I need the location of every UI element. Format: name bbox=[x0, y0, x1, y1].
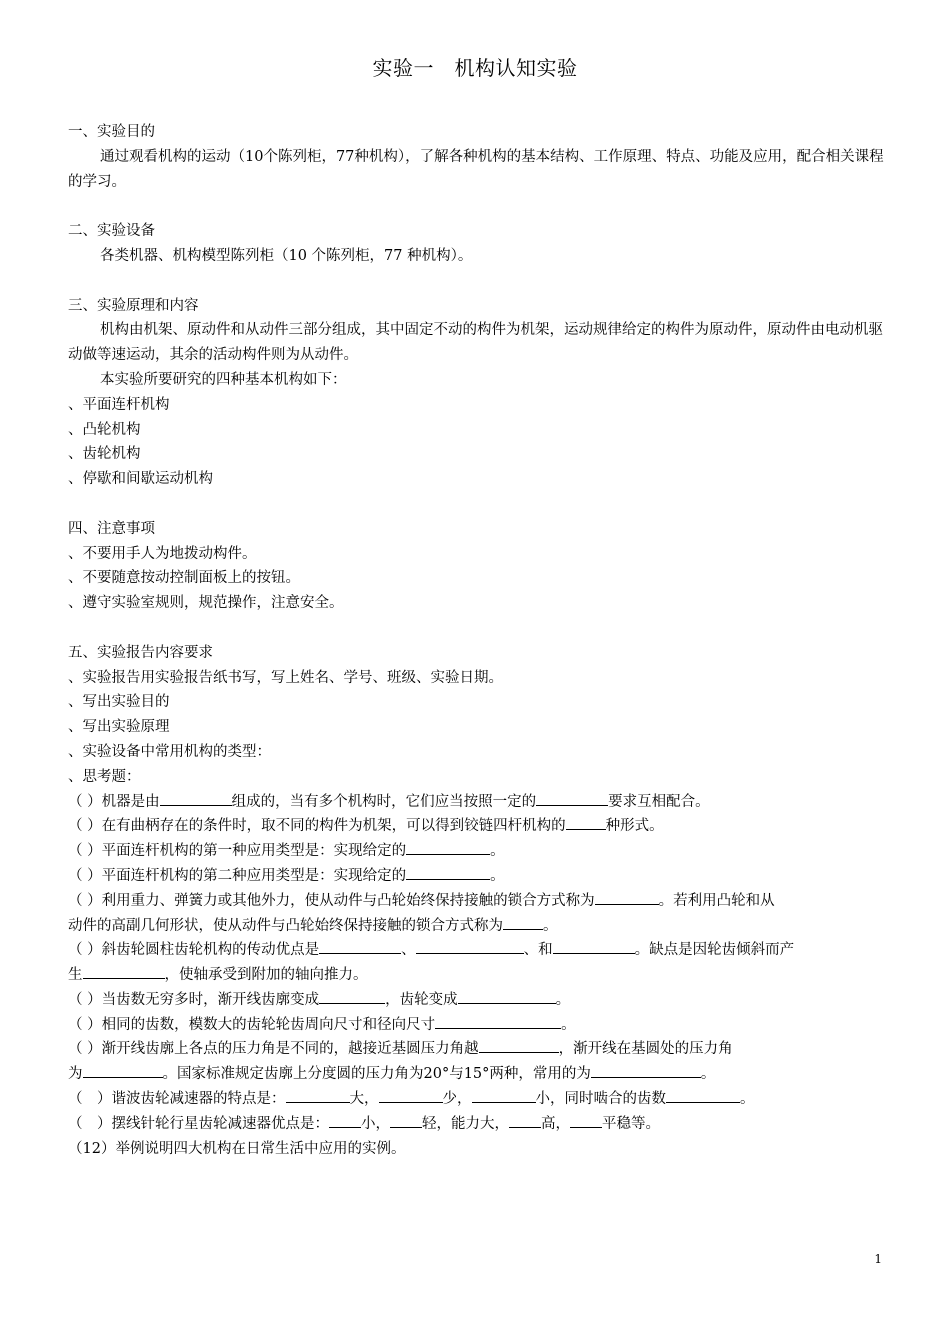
question-12: （12）举例说明四大机构在日常生活中应用的实例。 bbox=[68, 1140, 406, 1157]
question-6: （ ）斜齿轮圆柱齿轮机构的传动优点是 、 、和 。缺点是因轮齿倾斜而产 bbox=[68, 938, 888, 963]
question-5: （ ）利用重力、弹簧力或其他外力，使从动件与凸轮始终保持接触的锁合方式称为 。若利用凸轮和从 bbox=[68, 889, 888, 914]
section-heading-purpose: 一、实验目的 bbox=[68, 124, 155, 140]
page-number: 1 bbox=[874, 1252, 882, 1266]
question-5-cont: 动件的高副几何形状，使从动件与凸轮始终保持接触的锁合方式称为 。 bbox=[68, 914, 888, 939]
list-item: 、写出实验目的 bbox=[68, 694, 170, 711]
fill-blank[interactable] bbox=[319, 989, 385, 1004]
fill-blank[interactable] bbox=[566, 815, 606, 830]
question-3: （ ）平面连杆机构的第一种应用类型是：实现给定的 。 bbox=[68, 839, 888, 864]
question-10: （ ）谐波齿轮减速器的特点是： 大， 少， 小，同时啮合的齿数 。 bbox=[68, 1087, 888, 1112]
fill-blank[interactable] bbox=[503, 915, 543, 930]
list-item: 、不要用手人为地拨动构件。 bbox=[68, 545, 257, 562]
fill-blank[interactable] bbox=[553, 939, 635, 954]
list-item: 、实验设备中常用机构的类型： bbox=[68, 743, 271, 760]
fill-blank[interactable] bbox=[329, 1113, 361, 1128]
list-item: 、实验报告用实验报告纸书写，写上姓名、学号、班级、实验日期。 bbox=[68, 669, 503, 686]
question-1: （ ）机器是由 组成的，当有多个机构时，它们应当按照一定的 要求互相配合。 bbox=[68, 790, 888, 815]
document-body bbox=[68, 120, 888, 1161]
section-heading-notes: 四、注意事项 bbox=[68, 520, 155, 537]
question-11: （ ）摆线针轮行星齿轮减速器优点是： 小， 轻，能力大， 高， 平稳等。 bbox=[68, 1112, 888, 1137]
fill-blank[interactable] bbox=[83, 964, 165, 979]
fill-blank[interactable] bbox=[666, 1088, 740, 1103]
fill-blank[interactable] bbox=[406, 840, 490, 855]
question-9: （ ）渐开线齿廓上各点的压力角是不同的，越接近基圆压力角越 ，渐开线在基圆处的压力角 bbox=[68, 1037, 888, 1062]
fill-blank[interactable] bbox=[595, 890, 659, 905]
list-item: 、平面连杆机构 bbox=[68, 396, 170, 413]
list-item: 、遵守实验室规则，规范操作，注意安全。 bbox=[68, 595, 344, 612]
question-2: （ ）在有曲柄存在的条件时，取不同的构件为机架，可以得到铰链四杆机构的 种形式。 bbox=[68, 814, 888, 839]
question-8: （ ）相同的齿数，模数大的齿轮轮齿周向尺寸和径向尺寸 。 bbox=[68, 1013, 888, 1038]
section-heading-equipment: 二、实验设备 bbox=[68, 223, 155, 240]
page-title: 实验一 机构认知实验 bbox=[372, 56, 578, 80]
fill-blank[interactable] bbox=[458, 989, 556, 1004]
question-4: （ ）平面连杆机构的第二种应用类型是：实现给定的 。 bbox=[68, 864, 888, 889]
fill-blank[interactable] bbox=[479, 1038, 559, 1053]
equipment-paragraph: 各类机器、机构模型陈列柜（10 个陈列柜，77 种机构）。 bbox=[100, 247, 473, 264]
fill-blank[interactable] bbox=[509, 1113, 541, 1128]
fill-blank[interactable] bbox=[472, 1088, 536, 1103]
fill-blank[interactable] bbox=[286, 1088, 350, 1103]
list-item: 、思考题： bbox=[68, 768, 141, 785]
principle-paragraph: 机构由机架、原动件和从动件三部分组成，其中固定不动的构件为机架，运动规律给定的构件为原动件，原动件由电动机驱动做等速运动，其余的活动构件则为从动件。 bbox=[68, 322, 883, 364]
fill-blank[interactable] bbox=[570, 1113, 602, 1128]
fill-blank[interactable] bbox=[416, 939, 524, 954]
list-item: 、齿轮机构 bbox=[68, 446, 141, 463]
list-item: 、不要随意按动控制面板上的按钮。 bbox=[68, 570, 300, 587]
principle-intro: 本实验所要研究的四种基本机构如下： bbox=[100, 371, 347, 388]
list-item: 、凸轮机构 bbox=[68, 421, 141, 438]
fill-blank[interactable] bbox=[536, 791, 608, 806]
list-item: 、写出实验原理 bbox=[68, 719, 170, 736]
question-9-cont: 为 。国家标准规定齿廓上分度圆的压力角为20°与15°两种，常用的为 。 bbox=[68, 1062, 888, 1087]
fill-blank[interactable] bbox=[379, 1088, 443, 1103]
list-item: 、停歇和间歇运动机构 bbox=[68, 471, 213, 488]
section-heading-report: 五、实验报告内容要求 bbox=[68, 644, 213, 661]
fill-blank[interactable] bbox=[435, 1014, 561, 1029]
question-7: （ ）当齿数无穷多时，渐开线齿廓变成 ，齿轮变成 。 bbox=[68, 988, 888, 1013]
fill-blank[interactable] bbox=[390, 1113, 422, 1128]
section-heading-principle: 三、实验原理和内容 bbox=[68, 297, 199, 314]
fill-blank[interactable] bbox=[319, 939, 401, 954]
fill-blank[interactable] bbox=[406, 865, 490, 880]
fill-blank[interactable] bbox=[591, 1063, 701, 1078]
purpose-paragraph: 通过观看机构的运动（10个陈列柜，77种机构），了解各种机构的基本结构、工作原理、特点、功能及应用，配合相关课程的学习。 bbox=[68, 148, 884, 190]
fill-blank[interactable] bbox=[160, 791, 232, 806]
fill-blank[interactable] bbox=[83, 1063, 163, 1078]
question-6-cont: 生 ，使轴承受到附加的轴向推力。 bbox=[68, 963, 888, 988]
